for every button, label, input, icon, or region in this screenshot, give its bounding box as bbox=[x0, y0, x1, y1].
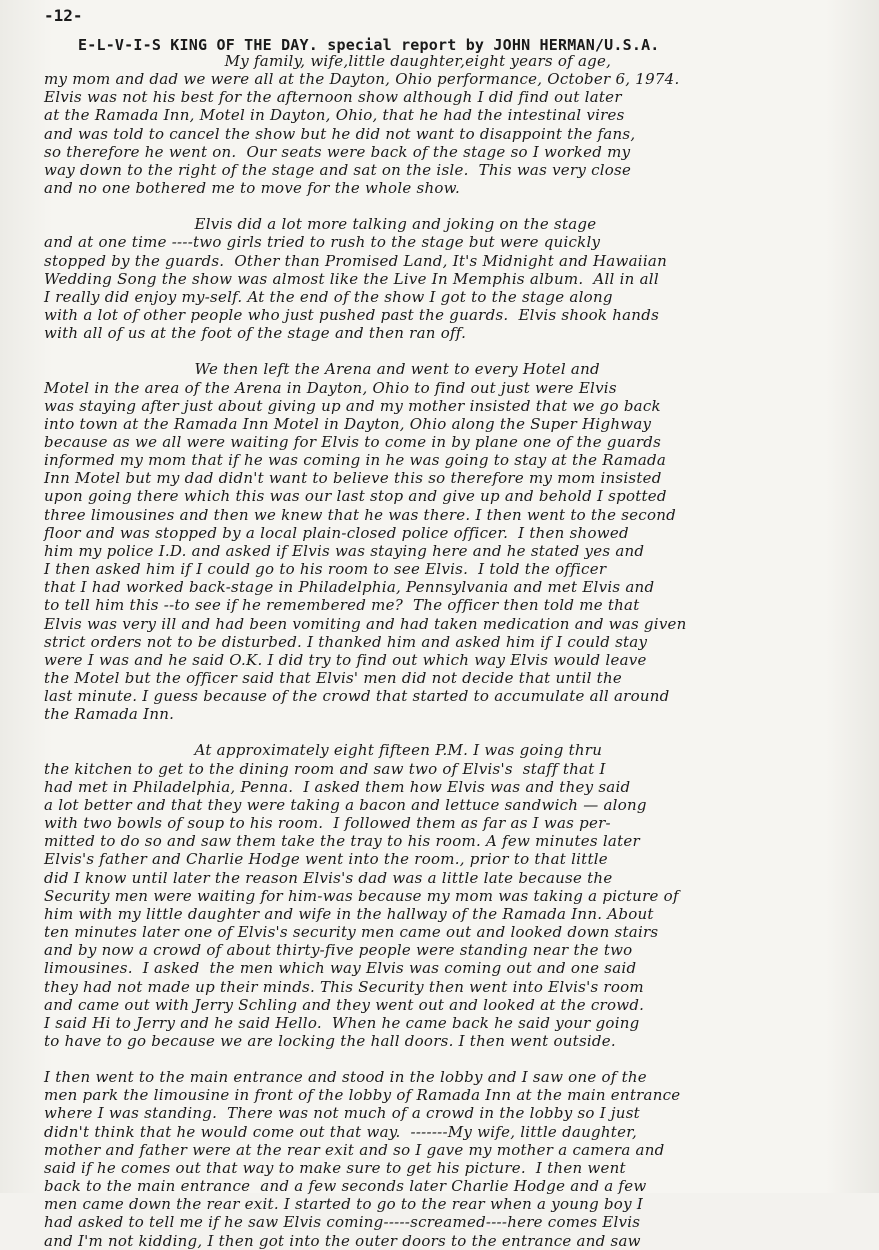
paragraph-2: Elvis did a lot more talking and joking on the stage and at one time ----two girls tried to rush to the stage but were quickly stopped by the guards. Other than Promised Land, It's Midnight and Hawaiian Wedding Song the show was almost like the Live In Memphis album. All in all I really did enjoy my-self. At the end of the show I got to the stage along with a lot of other people who just pushed past the guards. Elvis shook hands with all of us at the foot of the stage and then ran off. bbox=[44, 215, 667, 343]
article-header: E-L-V-I-S KING OF THE DAY. special report by JOHN HERMAN/U.S.A. bbox=[78, 36, 660, 54]
paragraph-4: At approximately eight fifteen P.M. I was going thru the kitchen to get to the dining room and saw two of Elvis's staff that I had met in Philadelphia, Penna. I asked them how Elvis was and they said a lot better and that they were taking a bacon and lettuce sandwich — along with two bowls of soup to his room. I followed them as far as I was per- mitted to do so and saw them take the tray to his room. A few minutes later Elvis's father and Charlie Hodge went into the room., prior to that little did I know until later the reason Elvis's dad was a little late because the Security men were waiting for him-was because my mom was taking a picture of him with my little daughter and wife in the hallway of the Ramada Inn. About ten minutes later one of Elvis's security men came out and looked down stairs and by now a crowd of about thirty-five people were standing near the two limousines. I asked the men which way Elvis was coming out and one said they had not made up their minds. This Security then went into Elvis's room and came out with Jerry Schling and they went out and looked at the crowd. I said Hi to Jerry and he said Hello. When he came back he said your going to have to go because we are locking the hall doors. I then went outside. bbox=[44, 741, 679, 1050]
page-number: -12- bbox=[44, 6, 83, 25]
paragraph-3: We then left the Arena and went to every Hotel and Motel in the area of the Arena in Dayton, Ohio to find out just were Elvis was staying after just about giving up and my mother insisted that we go back into town at the Ramada Inn Motel in Dayton, Ohio along the Super Highway because as we all were waiting for Elvis to come in by plane one of the guards informed my mom that if he was coming in he was going to stay at the Ramada Inn Motel but my dad didn't want to believe this so therefore my mom insisted upon going there which this was our last stop and give up and behold I spotted three limousines and then we knew that he was there. I then went to the second floor and was stopped by a local plain-closed police officer. I then showed him my police I.D. and asked if Elvis was staying here and he stated yes and I then asked him if I could go to his room to see Elvis. I told the officer that I had worked back-stage in Philadelphia, Pennsylvania and met Elvis and to tell him this --to see if he remembered me? The officer then told me that Elvis was very ill and had been vomiting and had taken medication and was given strict orders not to be disturbed. I thanked him and asked him if I could stay were I was and he said O.K. I did try to find out which way Elvis would leave the Motel but the officer said that Elvis' men did not decide that until the last minute. I guess because of the crowd that started to accumulate all around the Ramada Inn. bbox=[44, 360, 687, 724]
paragraph-1: My family, wife,little daughter,eight years of age, my mom and dad we were all at the Dayton, Ohio performance, October 6, 1974. Elvis was not his best for the afternoon show although I did find out later at the Ramada Inn, Motel in Dayton, Ohio, that he had the intestinal vires and was told to cancel the show but he did not want to disappoint the fans, so therefore he went on. Our seats were back of the stage so I worked my way down to the right of the stage and sat on the isle. This was very close and no one bothered me to move for the whole show. bbox=[44, 52, 680, 198]
article-body bbox=[44, 52, 866, 1250]
paragraph-5: I then went to the main entrance and stood in the lobby and I saw one of the men park the limousine in front of the lobby of Ramada Inn at the main entrance where I was standing. There was not much of a crowd in the lobby so I just didn't think that he would come out that way. -------My wife, little daughter, mother and father were at the rear exit and so I gave my mother a camera and said if he comes out that way to make sure to get his picture. I then went back to the main entrance and a few seconds later Charlie Hodge and a few men came down the rear exit. I started to go to the rear when a young boy I had asked to tell me if he saw Elvis coming-----screamed----here comes Elvis and I'm not kidding, I then got into the outer doors to the entrance and saw bbox=[44, 1068, 681, 1250]
